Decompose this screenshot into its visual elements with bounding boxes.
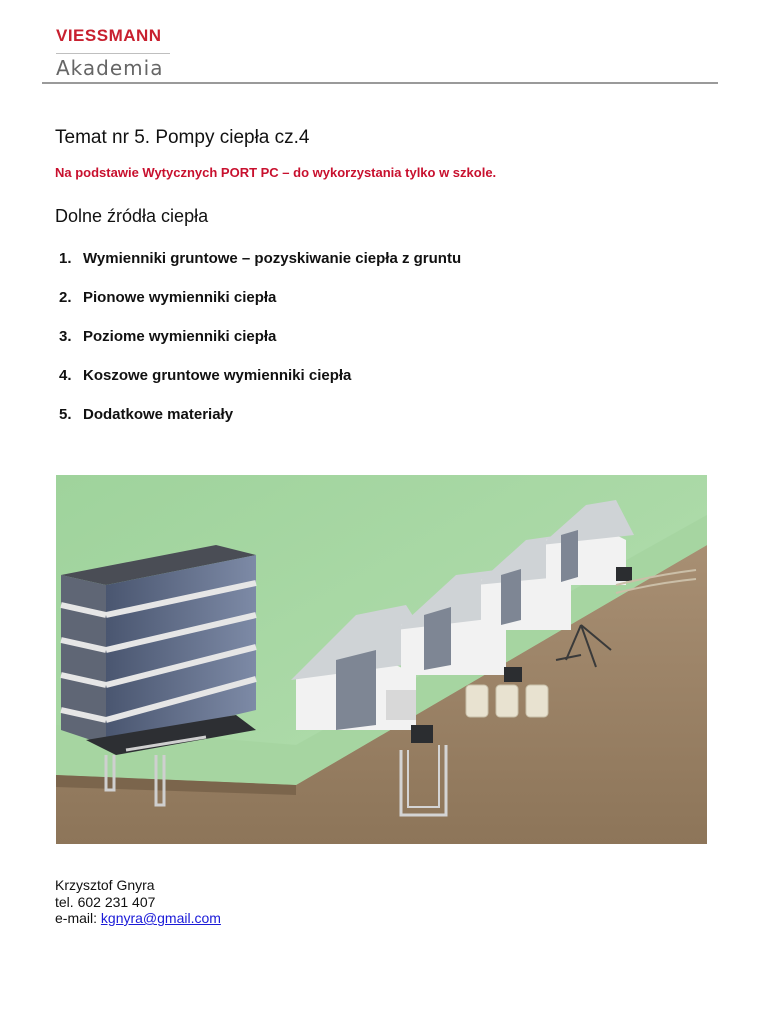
page-header [0,0,768,90]
logo-brand-text: VIESSMANN [56,26,162,45]
topic-text: Pionowe wymienniki ciepła [83,289,277,306]
email-label: e-mail: [55,910,98,926]
topic-number: 5. [59,406,72,423]
viessmann-akademia-logo [56,26,172,80]
logo-divider [56,53,170,54]
topic-number: 4. [59,367,72,384]
topic-list [59,249,461,444]
topic-number: 3. [59,328,72,345]
author-contact [55,877,221,927]
topic-text: Dodatkowe materiały [83,406,234,423]
ground-heat-exchangers-illustration [56,475,707,844]
section-subtitle: Dolne źródła ciepła [55,206,209,226]
topic-number: 2. [59,289,72,306]
topic-item [59,249,461,288]
email-link[interactable]: kgnyra@gmail.com [100,910,221,926]
topic-item [59,327,461,366]
author-email-line [55,910,221,927]
topic-text: Koszowe gruntowe wymienniki ciepła [83,367,352,384]
header-divider [42,82,718,84]
topic-text: Wymienniki gruntowe – pozyskiwanie ciepła z gruntu [83,250,462,267]
topic-number: 1. [59,250,72,267]
topic-item [59,288,461,327]
office-building [61,545,256,755]
topic-item [59,366,461,405]
usage-note: Na podstawie Wytycznych PORT PC – do wykorzystania tylko w szkole. [55,165,497,180]
topic-item [59,405,461,444]
author-name: Krzysztof Gnyra [55,877,155,893]
topic-text: Poziome wymienniki ciepła [83,328,277,345]
author-phone: tel. 602 231 407 [55,893,156,910]
document-title: Temat nr 5. Pompy ciepła cz.4 [55,127,310,148]
logo-subbrand-text: Akademia [56,56,164,80]
